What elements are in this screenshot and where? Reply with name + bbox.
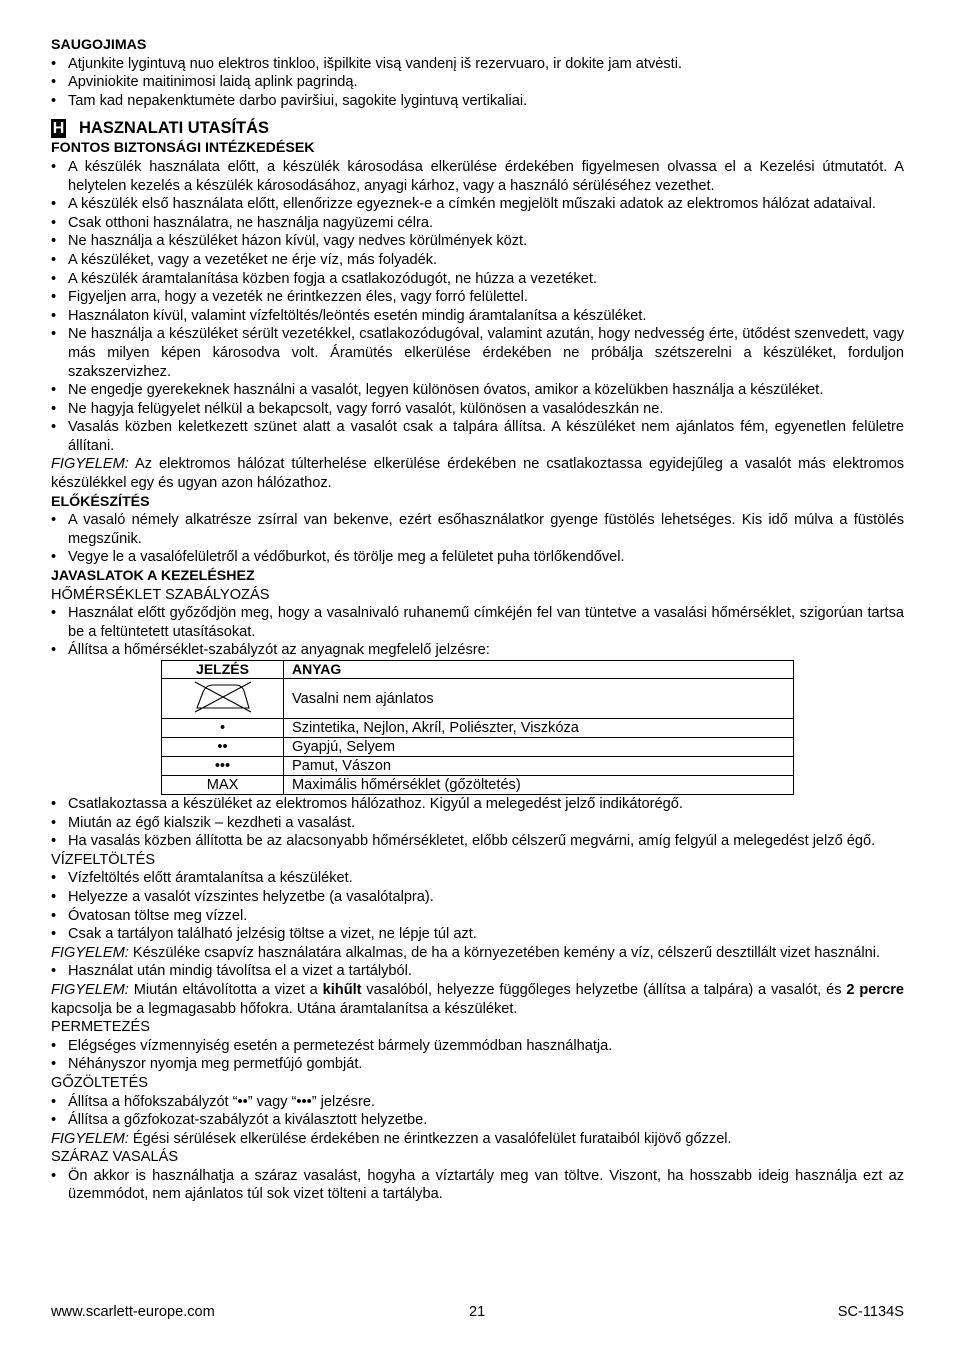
- list-item: • Ne hagyja felügyelet nélkül a bekapcsolt, vagy forró vasalót, különösen a vasalódeszkán ne.: [51, 400, 904, 419]
- warning-text: Miután eltávolította a vizet a: [128, 981, 323, 998]
- list-item: • Csatlakoztassa a készüléket az elektromos hálózathoz. Kigyúl a melegedést jelző indikátorégő.: [51, 795, 904, 814]
- bullet-list: [51, 1037, 904, 1074]
- list-item: • Használat után mindig távolítsa el a vizet a tartályból.: [51, 962, 904, 981]
- list-item: • A készülék áramtalanítása közben fogja a csatlakozódugót, ne húzza a vezetéket.: [51, 270, 904, 289]
- list-item: • Csak otthoni használatra, ne használja nagyüzemi célra.: [51, 214, 904, 233]
- warning-text: Az elektromos hálózat túlterhelése elkerülése érdekében ne csatlakoztassa egyidejűleg a vasalót más elektromos készülékkel egy és ugyan azon hálózathoz.: [51, 456, 904, 492]
- warning-label: FIGYELEM:: [51, 981, 129, 998]
- table-row: [162, 757, 794, 776]
- list-item: • A készüléket, vagy a vezetéket ne érje víz, más folyadék.: [51, 251, 904, 270]
- subsection-heading: VÍZFELTÖLTÉS: [51, 851, 156, 868]
- list-item: • Vízfeltöltés előtt áramtalanítsa a készüléket.: [51, 869, 904, 888]
- warning-text: Égési sérülések elkerülése érdekében ne érintkezzen a vasalófelület furataiból kijövő gőzzel.: [128, 1130, 732, 1147]
- temperature-table: [161, 660, 794, 795]
- subsection-heading: SZÁRAZ VASALÁS: [51, 1149, 179, 1166]
- warning-label: FIGYELEM:: [51, 1130, 129, 1147]
- warning-paragraph: [51, 1130, 904, 1149]
- list-item: • Állítsa a hőmérséklet-szabályzót az anyagnak megfelelő jelzésre:: [51, 641, 904, 660]
- table-header-row: [162, 661, 794, 679]
- table-cell: [162, 679, 284, 719]
- bullet-list: [51, 604, 904, 660]
- table-row: [162, 776, 794, 795]
- warning-paragraph: [51, 455, 904, 492]
- language-section-title: [51, 117, 904, 139]
- subsection-heading: GŐZÖLTETÉS: [51, 1074, 149, 1091]
- bullet-list: [51, 1093, 904, 1130]
- list-item: • Ne használja a készüléket házon kívül, vagy nedves körülmények közt.: [51, 232, 904, 251]
- warning-text: Készüléke csapvíz használatára alkalmas, de ha a környezetében kemény a víz, célszerű desztillált vizet használni.: [128, 944, 881, 961]
- footer-website: www.scarlett-europe.com: [51, 1304, 215, 1320]
- list-item: • Használaton kívül, valamint vízfeltöltés/leöntés esetén mindig áramtalanítsa a készüléket.: [51, 307, 904, 326]
- bullet-list: [51, 511, 904, 567]
- page-footer: [51, 1304, 904, 1322]
- list-item: • Ne engedje gyerekeknek használni a vasalót, legyen különösen óvatos, amikor a közelükben használja a készüléket.: [51, 381, 904, 400]
- warning-paragraph: [51, 981, 904, 1018]
- warning-label: FIGYELEM:: [51, 456, 129, 473]
- list-item: • Használat előtt győződjön meg, hogy a vasalnivaló ruhanemű címkéjén fel van tüntetve a vasalási hőmérséklet, szigorúan tartsa be a feltüntetett utasításokat.: [51, 604, 904, 641]
- list-item: • Vasalás közben keletkezett szünet alatt a vasalót csak a talpára állítsa. A készüléket nem ajánlatos fém, egyenetlen felületre állítani.: [51, 418, 904, 455]
- list-item: • Figyeljen arra, hogy a vezeték ne érintkezzen éles, vagy forró felülettel.: [51, 288, 904, 307]
- list-item: • Néhányszor nyomja meg permetfújó gombját.: [51, 1055, 904, 1074]
- bullet-list: [51, 869, 904, 943]
- table-cell: •••: [162, 757, 284, 776]
- subsection-heading: PERMETEZÉS: [51, 1019, 150, 1036]
- warning-label: FIGYELEM:: [51, 944, 129, 961]
- table-cell: ••: [162, 738, 284, 757]
- table-cell: MAX: [162, 776, 284, 795]
- table-row: [162, 679, 794, 719]
- section-heading: ELŐKÉSZÍTÉS: [51, 493, 150, 510]
- emphasis-text: 2 percre: [846, 981, 905, 998]
- section-heading: JAVASLATOK A KEZELÉSHEZ: [51, 568, 255, 585]
- bullet-list: [51, 962, 904, 981]
- list-item: • Állítsa a gőzfokozat-szabályzót a kiválasztott helyzetbe.: [51, 1111, 904, 1130]
- warning-text: vasalóból, helyezze függőleges helyzetbe (állítsa a talpára) a vasalót, és: [361, 981, 847, 998]
- list-item: • Miután az égő kialszik – kezdheti a vasalást.: [51, 814, 904, 833]
- list-item: • Helyezze a vasalót vízszintes helyzetbe (a vasalótalpra).: [51, 888, 904, 907]
- bullet-list: [51, 158, 904, 456]
- list-item: • Állítsa a hőfokszabályzót “••” vagy “•••” jelzésre.: [51, 1093, 904, 1112]
- column-header: JELZÉS: [162, 661, 284, 679]
- list-item: • A készülék használata előtt, a készülék károsodása elkerülése érdekében figyelmesen olvassa el a Kezelési útmutatót. A helytelen kezelés a készülék károsodásához, anyagi kárhoz, vagy a használó sérüléséhez vezethet.: [51, 158, 904, 195]
- list-item: • Vegye le a vasalófelületről a védőburkot, és törölje meg a felületet puha törlőkendővel.: [51, 548, 904, 567]
- warning-text: kapcsolja be a legmagasabb hőfokra. Utána áramtalanítsa a készüléket.: [51, 1000, 518, 1017]
- table-cell: Vasalni nem ajánlatos: [284, 679, 794, 719]
- table-cell: •: [162, 719, 284, 738]
- list-item: • Ha vasalás közben állította be az alacsonyabb hőmérsékletet, előbb célszerű megvárni, amíg felgyúl a melegedést jelző égő.: [51, 832, 904, 851]
- list-item: • Tam kad nepakenktumėte darbo paviršiui, sagokite lygintuvą vertikaliai.: [51, 92, 904, 111]
- list-item: • Óvatosan töltse meg vízzel.: [51, 907, 904, 926]
- bullet-list: [51, 55, 904, 111]
- section-heading: SAUGOJIMAS: [51, 37, 147, 53]
- table-cell: Szintetika, Nejlon, Akríl, Poliészter, Viszkóza: [284, 719, 794, 738]
- warning-paragraph: [51, 944, 904, 963]
- list-item: • Atjunkite lygintuvą nuo elektros tinkloo, išpilkite visą vandenį iš rezervuaro, ir dokite jam atvėsti.: [51, 55, 904, 74]
- subsection-heading: HŐMÉRSÉKLET SZABÁLYOZÁS: [51, 586, 270, 603]
- no-iron-icon: [191, 679, 255, 713]
- table-cell: Pamut, Vászon: [284, 757, 794, 776]
- list-item: • Ne használja a készüléket sérült vezetékkel, csatlakozódugóval, valamint azután, hogy nedvesség érte, ütődést szenvedett, vagy más milyen képen károsodva volt. Áramütés elkerülése érdekében ne próbálja szétszerelni a készüléket, forduljon szakszervizhez.: [51, 325, 904, 381]
- table-row: [162, 738, 794, 757]
- emphasis-text: kihűlt: [322, 981, 362, 998]
- list-item: • A vasaló némely alkatrésze zsírral van bekenve, ezért esőhasználatkor gyenge füstölés lehetséges. Kis idő múlva a füstölés megszűnik.: [51, 511, 904, 548]
- section-heading: FONTOS BIZTONSÁGI INTÉZKEDÉSEK: [51, 140, 315, 157]
- page-number: 21: [469, 1304, 486, 1320]
- language-badge: H: [52, 119, 65, 137]
- model-number: SC-1134S: [837, 1304, 904, 1320]
- list-item: • A készülék első használata előtt, ellenőrizze egyeznek-e a címkén megjelölt műszaki adatok az elektromos hálózat adataival.: [51, 195, 904, 214]
- page-title: HASZNALATI UTASÍTÁS: [79, 118, 270, 137]
- column-header: ANYAG: [284, 661, 794, 679]
- table-cell: Maximális hőmérséklet (gőzöltetés): [284, 776, 794, 795]
- list-item: • Ön akkor is használhatja a száraz vasalást, hogyha a víztartály meg van töltve. Viszont, ha hosszabb ideig használja ezt az üzemmódot, nem ajánlatos túl sok vizet tölteni a tartályba.: [51, 1167, 904, 1204]
- list-item: • Apviniokite maitinimosi laidą aplink pagrindą.: [51, 73, 904, 92]
- manual-page: [51, 36, 904, 1204]
- table-cell: Gyapjú, Selyem: [284, 738, 794, 757]
- table-row: [162, 719, 794, 738]
- bullet-list: [51, 795, 904, 851]
- list-item: • Elégséges vízmennyiség esetén a permetezést bármely üzemmódban használhatja.: [51, 1037, 904, 1056]
- bullet-list: [51, 1167, 904, 1204]
- list-item: • Csak a tartályon található jelzésig töltse a vizet, ne lépje túl azt.: [51, 925, 904, 944]
